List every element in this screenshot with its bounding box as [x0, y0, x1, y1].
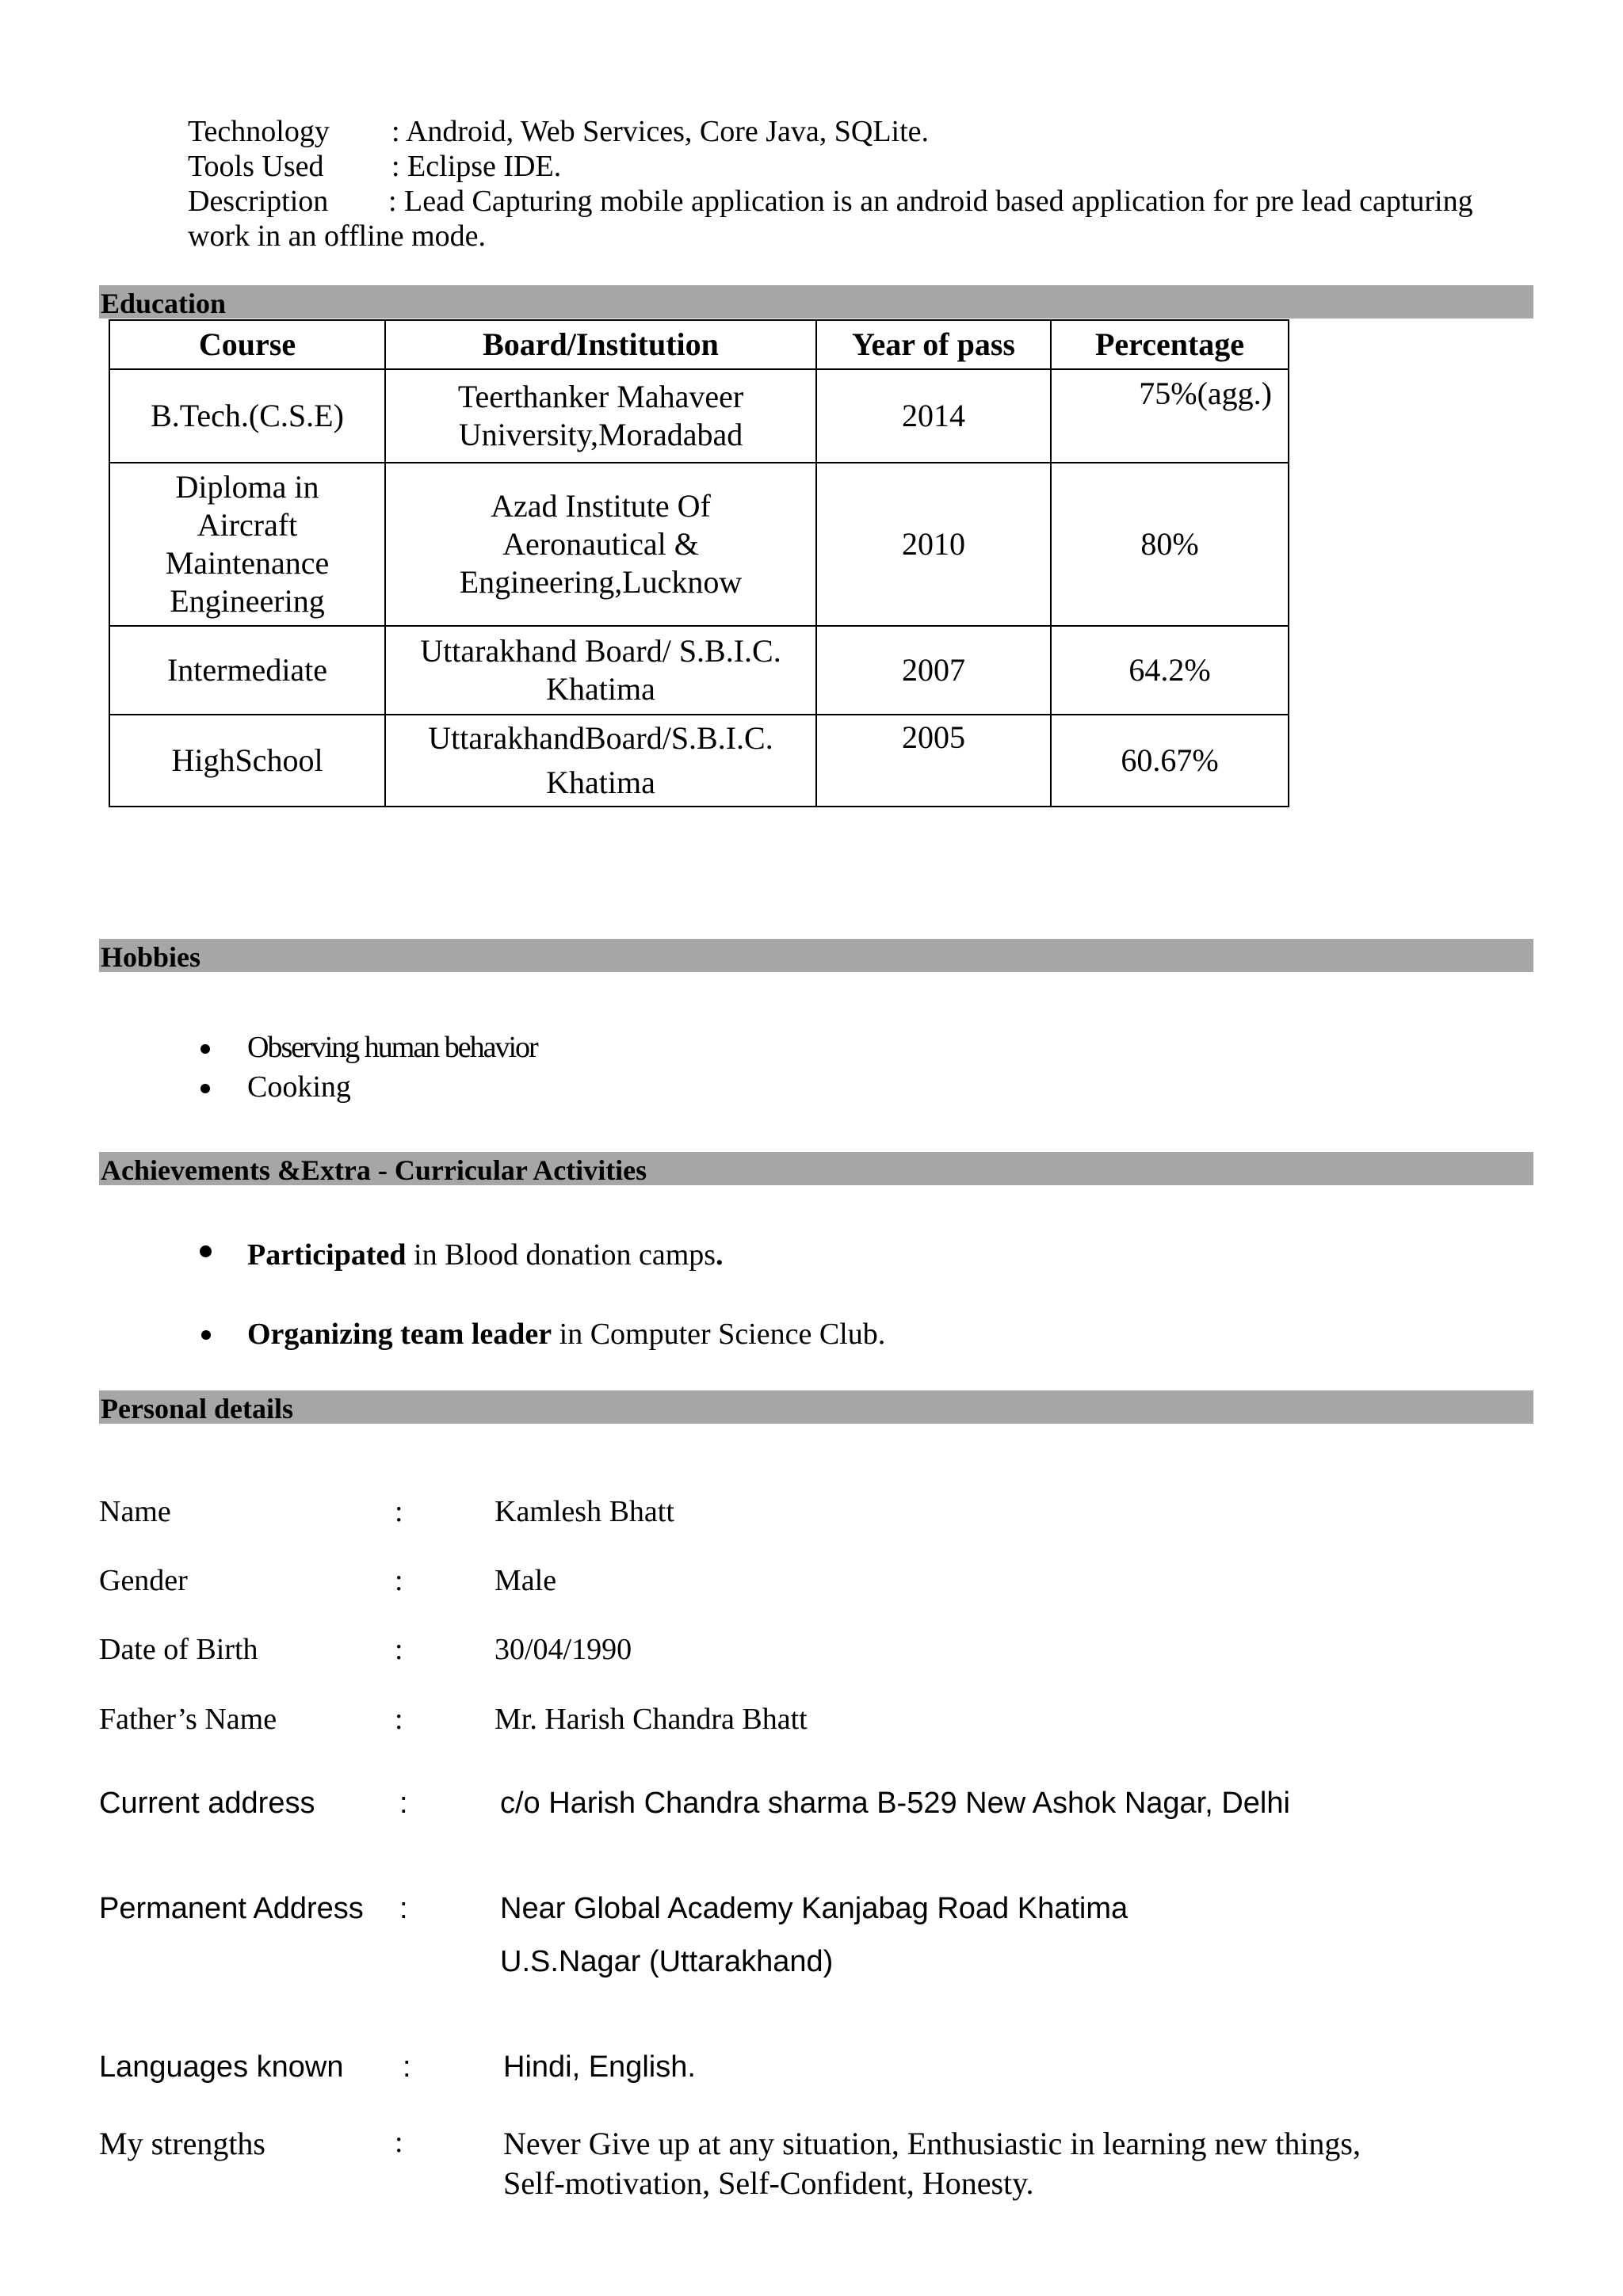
year-cell: 2014 [816, 369, 1051, 463]
dob-value: 30/04/1990 [495, 1633, 632, 1666]
bullet-icon [200, 1084, 210, 1093]
name-label: Name [99, 1495, 171, 1528]
year-cell: 2007 [816, 626, 1051, 715]
current-address-label: Current address [99, 1787, 315, 1820]
current-address-value: c/o Harish Chandra sharma B-529 New Ashok Nagar, Delhi [500, 1787, 1290, 1820]
board-cell: UttarakhandBoard/S.B.I.C. Khatima [385, 715, 816, 807]
education-heading: Education [101, 288, 227, 319]
dob-label: Date of Birth [99, 1633, 258, 1666]
achievement-text: in Computer Science Club. [552, 1318, 886, 1351]
course-cell: HighSchool [109, 715, 385, 807]
strengths-line1: Never Give up at any situation, Enthusiastic in learning new things, [503, 2126, 1361, 2161]
achievement-end: . [716, 1238, 724, 1272]
achievement-item [247, 1317, 885, 1352]
strengths-line2: Self-motivation, Self-Confident, Honesty. [503, 2165, 1034, 2201]
column-header: Year of pass [816, 320, 1051, 369]
description-label: Description [188, 185, 329, 218]
year-cell: 2010 [816, 463, 1051, 626]
hobby-item: Cooking [247, 1070, 351, 1104]
gender-label: Gender [99, 1564, 188, 1597]
percentage-cell: 75%(agg.) [1051, 369, 1289, 463]
achievements-heading: Achievements &Extra - Curricular Activities [101, 1154, 647, 1186]
year-cell: 2005 [816, 715, 1051, 807]
colon: : [399, 1787, 408, 1820]
colon: : [399, 1892, 408, 1925]
tools-value: : Eclipse IDE. [391, 150, 562, 183]
permanent-address-line1: Near Global Academy Kanjabag Road Khatima [500, 1892, 1128, 1925]
bullet-icon [201, 1330, 211, 1340]
board-cell: Azad Institute Of Aeronautical & Engineering,Lucknow [385, 463, 816, 626]
percentage-cell: 80% [1051, 463, 1289, 626]
column-header: Percentage [1051, 320, 1289, 369]
father-name-label: Father’s Name [99, 1703, 277, 1736]
languages-label: Languages known [99, 2050, 344, 2084]
hobbies-heading-bar [99, 939, 1533, 972]
percentage-cell: 64.2% [1051, 626, 1289, 715]
hobbies-heading: Hobbies [101, 941, 201, 973]
personal-heading-bar [99, 1390, 1533, 1424]
course-cell: B.Tech.(C.S.E) [109, 369, 385, 463]
board-cell: Uttarakhand Board/ S.B.I.C. Khatima [385, 626, 816, 715]
course-cell: Diploma in Aircraft Maintenance Engineering [109, 463, 385, 626]
course-cell: Intermediate [109, 626, 385, 715]
table-row [109, 369, 1289, 463]
colon: : [395, 1495, 403, 1528]
technology-label: Technology [188, 115, 330, 148]
name-value: Kamlesh Bhatt [495, 1495, 674, 1528]
achievement-item [247, 1238, 724, 1272]
table-row [109, 626, 1289, 715]
percentage-cell: 60.67% [1051, 715, 1289, 807]
education-heading-bar [99, 285, 1533, 318]
colon: : [395, 1633, 403, 1666]
table-row [109, 463, 1289, 626]
tools-label: Tools Used [188, 150, 324, 183]
languages-value: Hindi, English. [503, 2050, 696, 2084]
father-name-value: Mr. Harish Chandra Bhatt [495, 1703, 808, 1736]
achievement-bold: Organizing team leader [247, 1318, 552, 1351]
table-row [109, 715, 1289, 807]
achievements-heading-bar [99, 1152, 1533, 1185]
permanent-address-line2: U.S.Nagar (Uttarakhand) [500, 1945, 834, 1978]
achievement-bold: Participated [247, 1238, 407, 1272]
personal-heading: Personal details [101, 1393, 293, 1425]
board-cell: Teerthanker Mahaveer University,Moradabad [385, 369, 816, 463]
description-value: : Lead Capturing mobile application is an android based application for pre lead capturing [388, 185, 1473, 218]
technology-value: : Android, Web Services, Core Java, SQLite. [391, 115, 930, 148]
description-continued: work in an offline mode. [188, 219, 487, 253]
column-header: Course [109, 320, 385, 369]
colon: : [395, 1564, 403, 1597]
education-table [109, 319, 1289, 807]
permanent-address-label: Permanent Address [99, 1892, 364, 1925]
colon: : [403, 2050, 411, 2084]
column-header: Board/Institution [385, 320, 816, 369]
achievement-text: in Blood donation camps [406, 1238, 716, 1272]
strengths-label: My strengths [99, 2126, 265, 2161]
hobby-item: Observing human behavior [247, 1031, 537, 1064]
gender-value: Male [495, 1564, 557, 1597]
colon: : [395, 1703, 403, 1736]
bullet-icon [200, 1044, 210, 1054]
bullet-icon [200, 1245, 212, 1257]
colon: : [395, 2126, 403, 2159]
table-header-row [109, 320, 1289, 369]
